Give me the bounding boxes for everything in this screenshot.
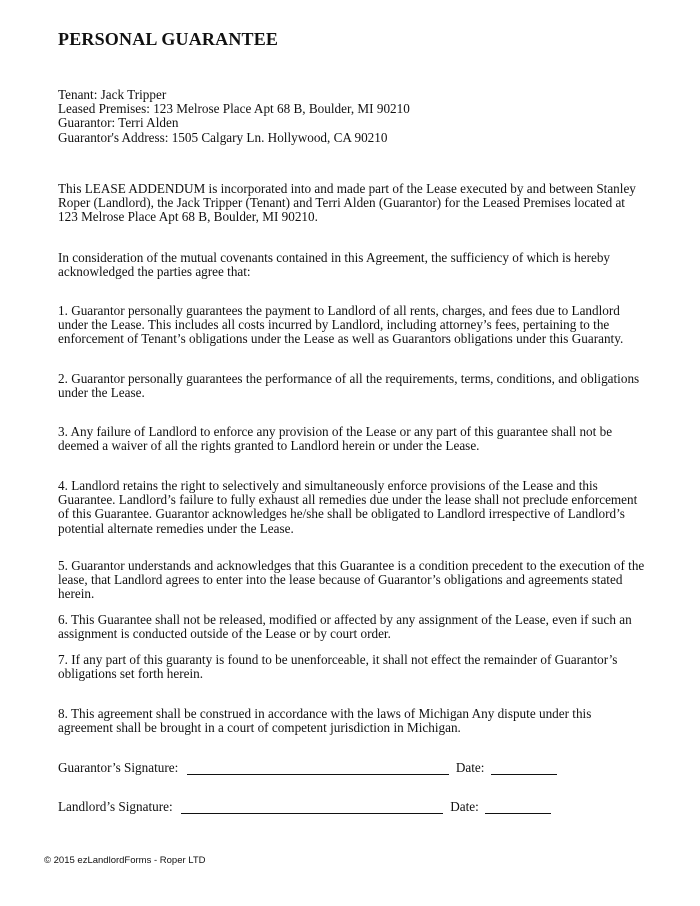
intro-paragraph: This LEASE ADDENDUM is incorporated into and made part of the Lease executed by and between Stanley Roper (Landlord), the Jack Tripper (Tenant) and Terri Alden (Guarantor) for the Leased Premises located at 123 Melrose Place Apt 68 B, Boulder, MI 90210. xyxy=(58,181,636,225)
guarantor-signature-line[interactable] xyxy=(187,762,449,775)
clause-4: 4. Landlord retains the right to selectively and simultaneously enforce provisions of the Lease and this Guarantee. Landlord’s failure to fully exhaust all remedies due under the lease shall not preclude enforcement of this Guarantee. Guarantor acknowledges he/she shall be obligated to Landlord irrespective of Landlord’s potential alternate remedies under the Lease. xyxy=(58,478,638,536)
copyright-footer: © 2015 ezLandlordForms - Roper LTD xyxy=(44,855,206,866)
landlord-signature-row xyxy=(58,800,551,814)
premises-line: Leased Premises: 123 Melrose Place Apt 68 B, Boulder, MI 90210 xyxy=(58,101,410,117)
clause-5: 5. Guarantor understands and acknowledges that this Guarantee is a condition precedent to the execution of the lease, that Landlord agrees to enter into the lease because of Guarantor’s obligations and agreements stated herein. xyxy=(58,558,645,602)
clause-7: 7. If any part of this guaranty is found to be unenforceable, it shall not effect the remainder of Guarantor’s obligations set forth herein. xyxy=(58,652,618,682)
clause-3: 3. Any failure of Landlord to enforce any provision of the Lease or any part of this guarantee shall not be deemed a waiver of all the rights granted to Landlord herein or under the Lease. xyxy=(58,424,613,454)
clause-2: 2. Guarantor personally guarantees the performance of all the requirements, terms, conditions, and obligations under the Lease. xyxy=(58,371,640,401)
landlord-date-line[interactable] xyxy=(485,801,551,814)
guarantor-line: Guarantor: Terri Alden xyxy=(58,115,179,131)
guarantor-signature-label: Guarantor’s Signature: xyxy=(58,760,179,775)
guarantor-date-line[interactable] xyxy=(491,762,557,775)
clause-1: 1. Guarantor personally guarantees the payment to Landlord of all rents, charges, and fees due to Landlord under the Lease. This includes all costs incurred by Landlord, including attorney’s fees, pertaining to the enforcement of Tenant’s obligations under the Lease as well as Guarantors obligations under this Guaranty. xyxy=(58,303,624,347)
landlord-signature-line[interactable] xyxy=(181,801,443,814)
guarantor-signature-row xyxy=(58,761,557,775)
consideration-paragraph: In consideration of the mutual covenants contained in this Agreement, the sufficiency of which is hereby acknowledged the parties agree that: xyxy=(58,250,611,280)
document-title: PERSONAL GUARANTEE xyxy=(58,29,279,49)
tenant-line: Tenant: Jack Tripper xyxy=(58,87,167,102)
clause-8: 8. This agreement shall be construed in accordance with the laws of Michigan Any dispute under this agreement shall be brought in a court of competent jurisdiction in Michigan. xyxy=(58,706,592,736)
landlord-date-label: Date: xyxy=(450,799,479,814)
clause-6: 6. This Guarantee shall not be released, modified or affected by any assignment of the Lease, even if such an assignment is conducted outside of the Lease or by court order. xyxy=(58,612,632,642)
guarantor-date-label: Date: xyxy=(455,760,485,775)
landlord-signature-label: Landlord’s Signature: xyxy=(58,799,173,814)
party-info xyxy=(58,88,658,145)
guarantor-address-line: Guarantor's Address: 1505 Calgary Ln. Hollywood, CA 90210 xyxy=(58,129,388,145)
